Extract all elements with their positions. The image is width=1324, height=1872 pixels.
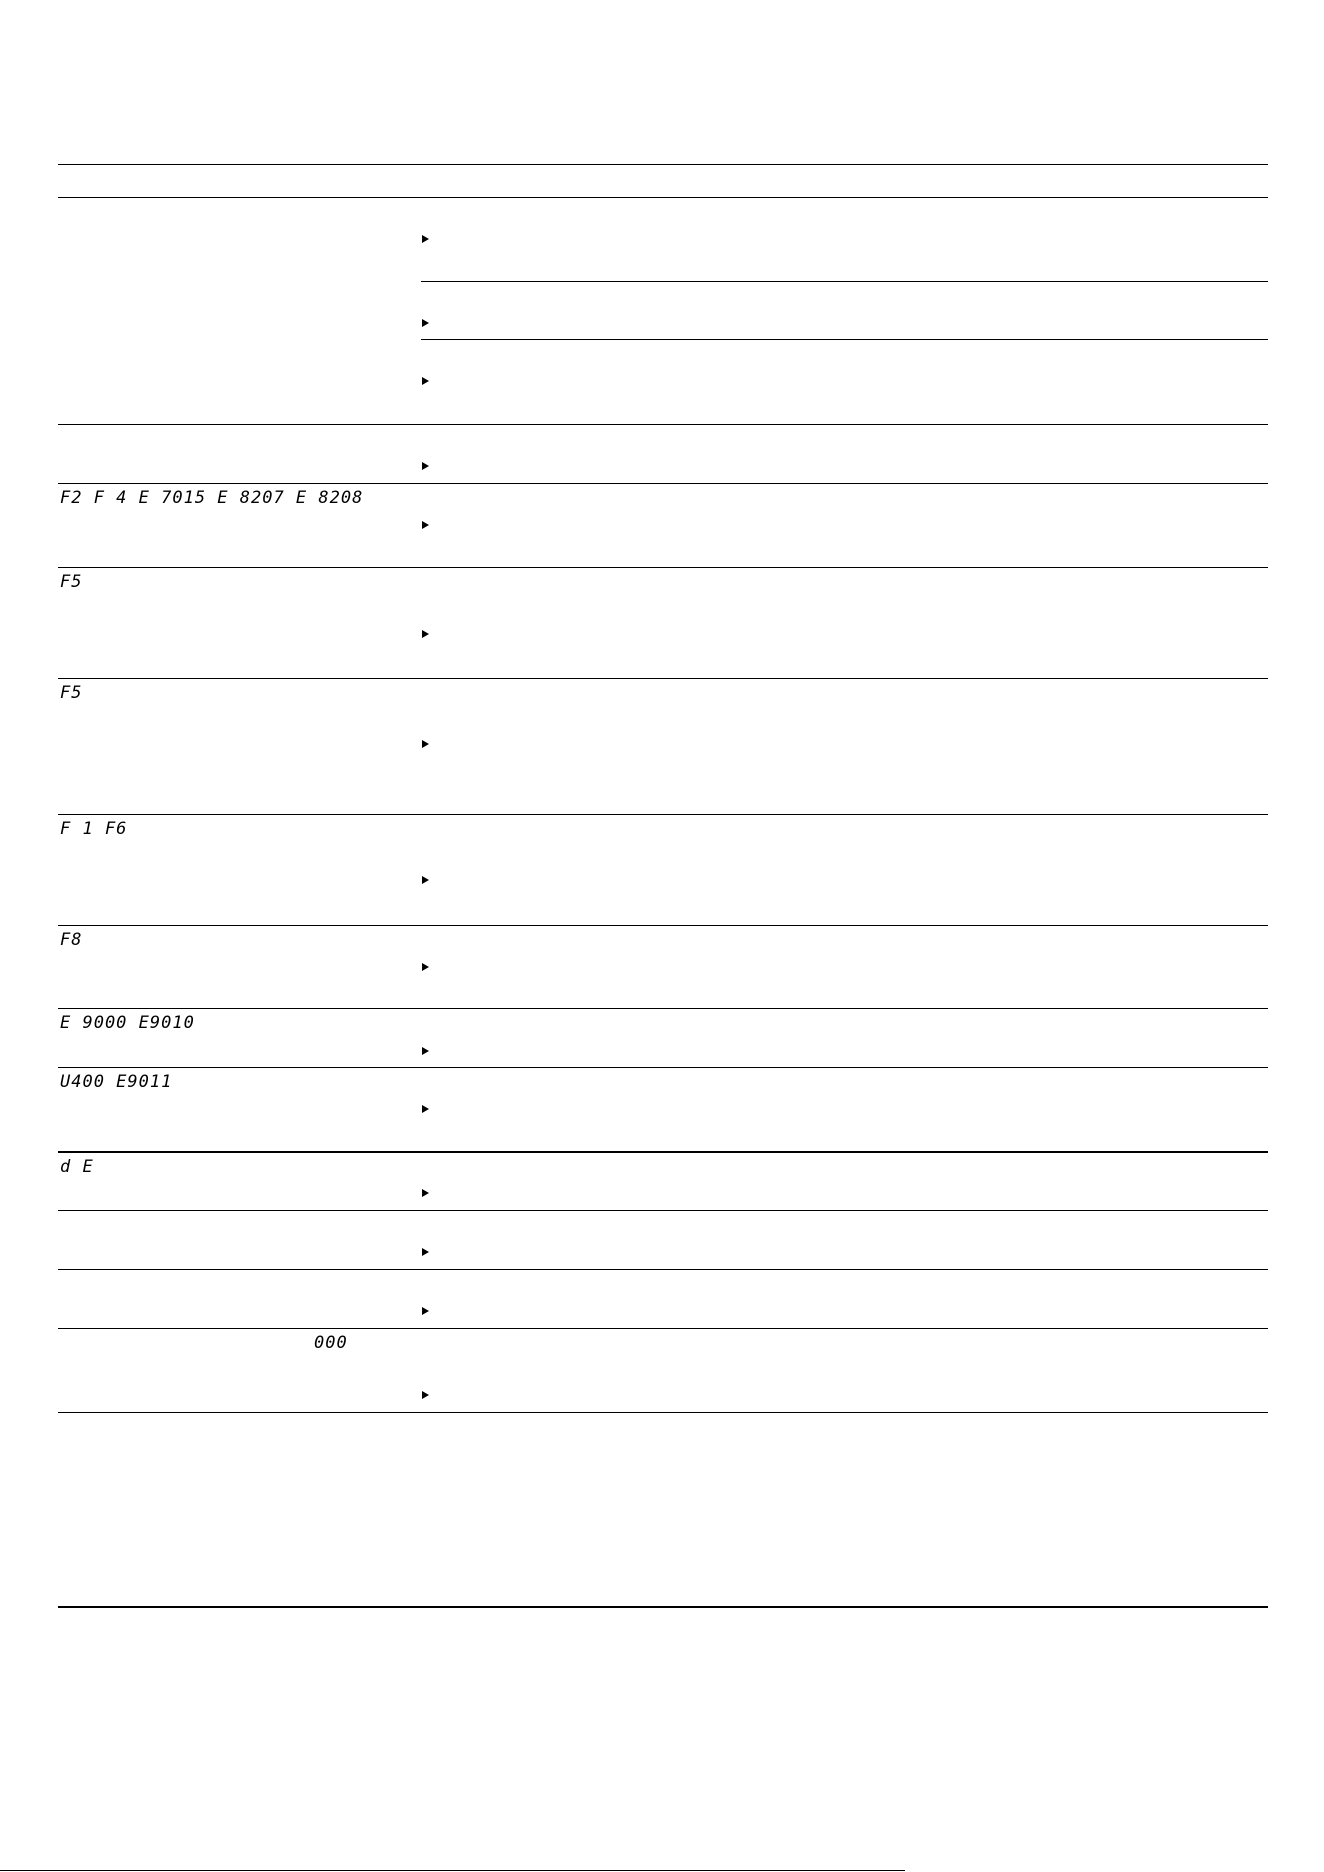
bullet-arrow-icon (422, 521, 429, 529)
bullet-arrow-icon (422, 876, 429, 884)
bullet-arrow-icon (422, 1189, 429, 1197)
row-divider (58, 1210, 1268, 1211)
table-header-rule (58, 197, 1268, 198)
row-divider (58, 925, 1268, 926)
sub-row-divider (421, 339, 1268, 340)
bullet-arrow-icon (422, 235, 429, 243)
footer-rule (0, 1870, 905, 1871)
error-code: F8 (60, 930, 83, 950)
bullet-arrow-icon (422, 1105, 429, 1113)
error-code: 000 (314, 1333, 348, 1353)
page-bottom-rule (58, 1606, 1268, 1608)
row-divider (58, 424, 1268, 425)
bullet-arrow-icon (422, 1047, 429, 1055)
row-divider (58, 678, 1268, 679)
bullet-arrow-icon (422, 630, 429, 638)
bullet-arrow-icon (422, 462, 429, 470)
error-code: F2 F 4 E 7015 E 8207 E 8208 (60, 488, 364, 508)
table-bottom-rule (58, 1412, 1268, 1413)
bullet-arrow-icon (422, 1307, 429, 1315)
sub-row-divider (421, 281, 1268, 282)
error-code: F 1 F6 (60, 819, 128, 839)
row-divider (58, 1151, 1268, 1153)
bullet-arrow-icon (422, 740, 429, 748)
table-top-rule (58, 164, 1268, 165)
bullet-arrow-icon (422, 1391, 429, 1399)
error-code: F5 (60, 683, 83, 703)
row-divider (58, 567, 1268, 568)
row-divider (58, 1269, 1268, 1270)
bullet-arrow-icon (422, 1248, 429, 1256)
bullet-arrow-icon (422, 377, 429, 385)
bullet-arrow-icon (422, 319, 429, 327)
row-divider (58, 814, 1268, 815)
error-code: U400 E9011 (60, 1072, 173, 1092)
error-code: d E (60, 1157, 94, 1177)
error-code: E 9000 E9010 (60, 1013, 195, 1033)
row-divider (58, 1067, 1268, 1068)
error-code: F5 (60, 572, 83, 592)
bullet-arrow-icon (422, 963, 429, 971)
row-divider (58, 1008, 1268, 1009)
row-divider (58, 1328, 1268, 1329)
row-divider (58, 483, 1268, 484)
